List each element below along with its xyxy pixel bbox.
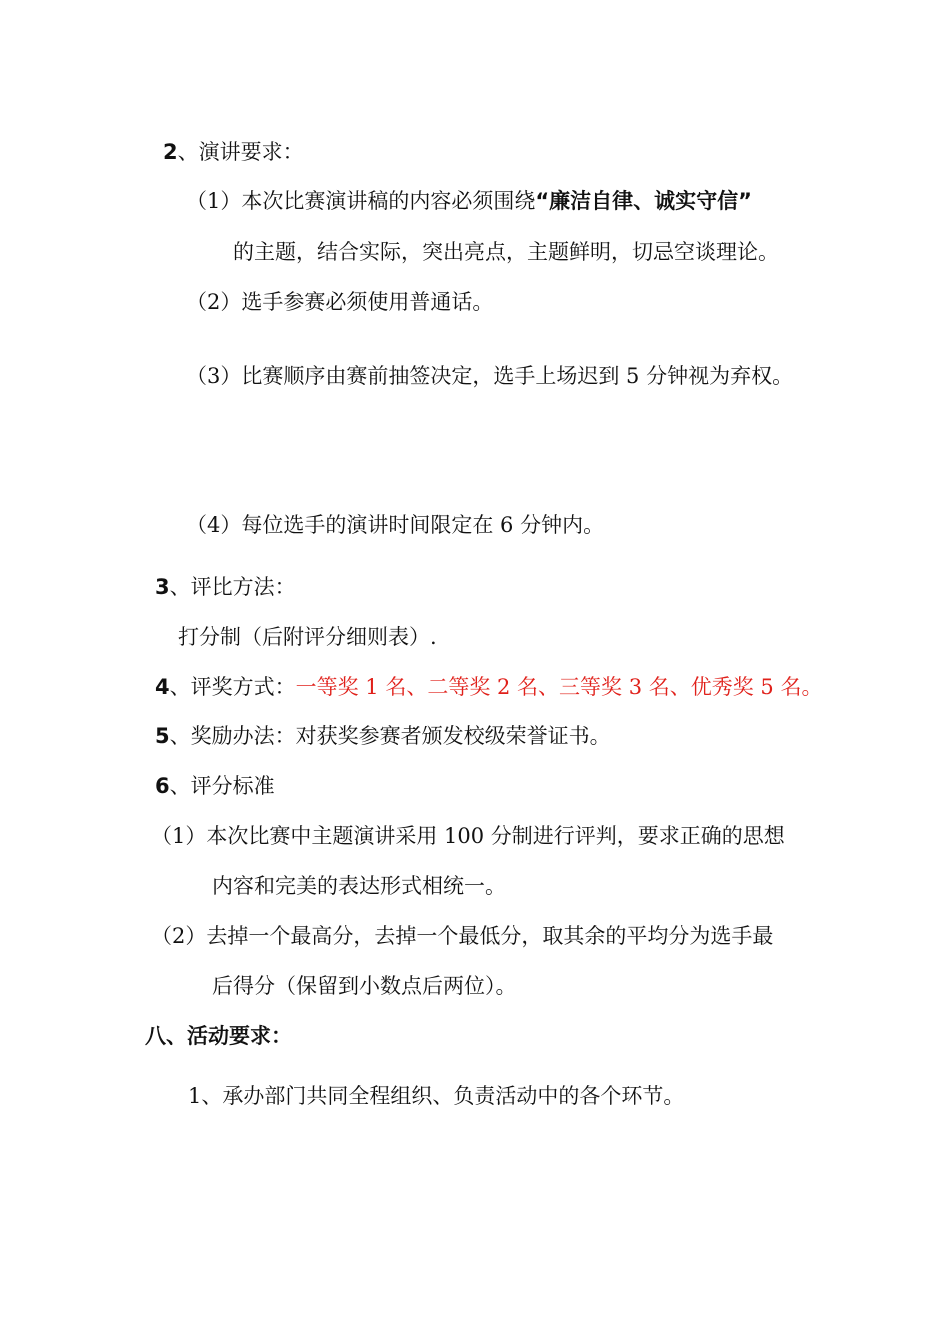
scoring-rule-2-cont: 后得分（保留到小数点后两位）。	[212, 974, 517, 998]
scoring-method: 打分制（后附评分细则表）.	[178, 625, 437, 649]
section-5-heading	[155, 722, 611, 750]
section-title: 、评奖方式：	[169, 675, 296, 699]
section-8-heading: 八、活动要求：	[145, 1024, 292, 1048]
section-number: 6	[155, 774, 170, 798]
section-3-heading	[155, 573, 296, 601]
section-number: 4	[155, 675, 170, 699]
requirement-1-text: （1）本次比赛演讲稿的内容必须围绕	[186, 189, 536, 213]
scoring-rule-1-cont: 内容和完美的表达形式相统一。	[212, 874, 506, 898]
section-title: 、评比方法：	[169, 575, 296, 599]
section-number: 5	[155, 724, 170, 748]
section-title: 、评分标准	[169, 774, 275, 798]
section-number: 3	[155, 575, 170, 599]
scoring-rule-2: （2）去掉一个最高分，去掉一个最低分，取其余的平均分为选手最	[151, 924, 774, 948]
theme-quote: “廉洁自律、诚实守信”	[535, 189, 752, 213]
requirement-1	[186, 187, 752, 215]
section-title: 、演讲要求：	[177, 140, 304, 164]
requirement-1-cont: 的主题，结合实际，突出亮点，主题鲜明，切忌空谈理论。	[233, 240, 779, 264]
scoring-rule-1: （1）本次比赛中主题演讲采用 100 分制进行评判，要求正确的思想	[151, 824, 785, 848]
requirement-3: （3）比赛顺序由赛前抽签决定，选手上场迟到 5 分钟视为弃权。	[186, 364, 794, 388]
award-list: 一等奖 1 名、二等奖 2 名、三等奖 3 名、优秀奖 5 名。	[295, 675, 823, 699]
activity-requirement-1: 1、承办部门共同全程组织、负责活动中的各个环节。	[188, 1084, 685, 1108]
requirement-4: （4）每位选手的演讲时间限定在 6 分钟内。	[186, 513, 605, 537]
section-number: 2	[163, 140, 178, 164]
section-6-heading	[155, 772, 275, 800]
section-4-heading	[155, 673, 822, 701]
section-2-heading	[163, 138, 304, 166]
section-title: 、奖励办法：对获奖参赛者颁发校级荣誉证书。	[169, 724, 611, 748]
requirement-2: （2）选手参赛必须使用普通话。	[186, 290, 494, 314]
